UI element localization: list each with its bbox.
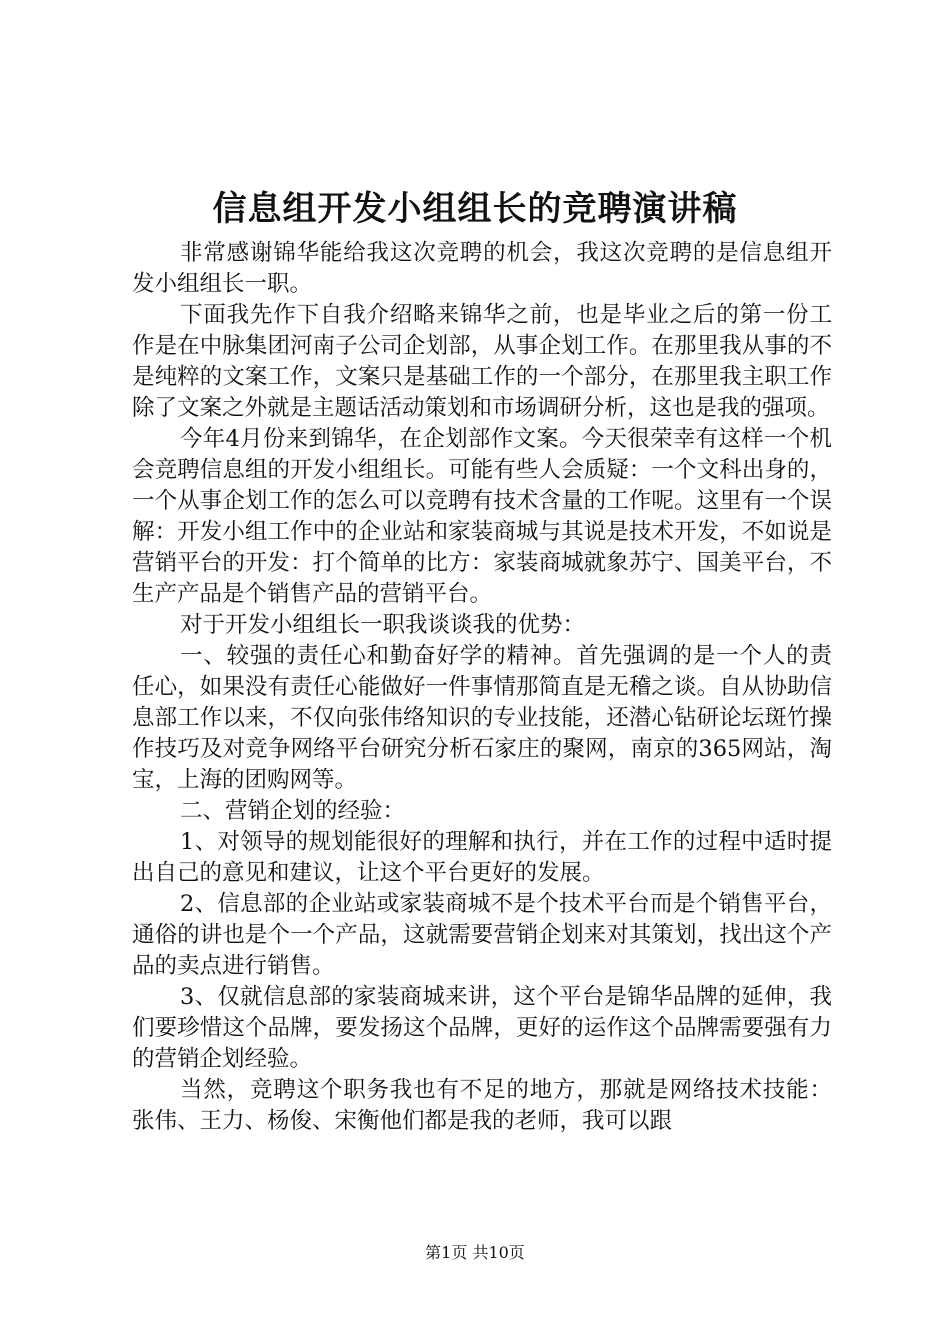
paragraph: 下面我先作下自我介绍略来锦华之前，也是毕业之后的第一份工作是在中脉集团河南子公司企划部，从事企划工作。在那里我从事的不是纯粹的文案工作，文案只是基础工作的一个部分，在那里我主职工作除了文案之外就是主题话活动策划和市场调研分析，这也是我的强项。 — [132, 302, 832, 421]
paragraph: 1、对领导的规划能很好的理解和执行，并在工作的过程中适时提出自己的意见和建议，让这个平台更好的发展。 — [132, 829, 832, 886]
paragraph: 一、较强的责任心和勤奋好学的精神。首先强调的是一个人的责任心，如果没有责任心能做好一件事情那简直是无稽之谈。自从协助信息部工作以来，不仅向张伟络知识的专业技能，还潜心钻研论坛斑竹操作技巧及对竞争网络平台研究分析石家庄的聚网，南京的365网站，淘宝，上海的团购网等。 — [132, 643, 832, 793]
paragraph: 对于开发小组组长一职我谈谈我的优势： — [180, 612, 586, 638]
paragraph: 2、信息部的企业站或家装商城不是个技术平台而是个销售平台，通俗的讲也是个一个产品，这就需要营销企划来对其策划，找出这个产品的卖点进行销售。 — [132, 891, 832, 979]
document-title: 信息组开发小组组长的竞聘演讲稿 — [212, 189, 738, 229]
paragraph: 3、仅就信息部的家装商城来讲，这个平台是锦华品牌的延伸，我们要珍惜这个品牌，要发扬这个品牌，更好的运作这个品牌需要强有力的营销企划经验。 — [132, 984, 832, 1072]
paragraph: 当然，竞聘这个职务我也有不足的地方，那就是网络技术技能：张伟、王力、杨俊、宋衡他们都是我的老师，我可以跟 — [132, 1077, 832, 1134]
paragraph: 二、营销企划的经验： — [180, 798, 406, 824]
paragraph: 今年4月份来到锦华，在企划部作文案。今天很荣幸有这样一个机会竞聘信息组的开发小组组长。可能有些人会质疑：一个文科出身的，一个从事企划工作的怎么可以竞聘有技术含量的工作呢。这里有一个误解：开发小组工作中的企业站和家装商城与其说是技术开发，不如说是营销平台的开发：打个简单的比方：家装商城就象苏宁、国美平台，不生产产品是个销售产品的营销平台。 — [132, 426, 832, 607]
document-body — [132, 238, 832, 1137]
paragraph: 非常感谢锦华能给我这次竞聘的机会，我这次竞聘的是信息组开发小组组长一职。 — [132, 240, 832, 297]
page-footer: 第1页 共10页 — [425, 1243, 525, 1262]
